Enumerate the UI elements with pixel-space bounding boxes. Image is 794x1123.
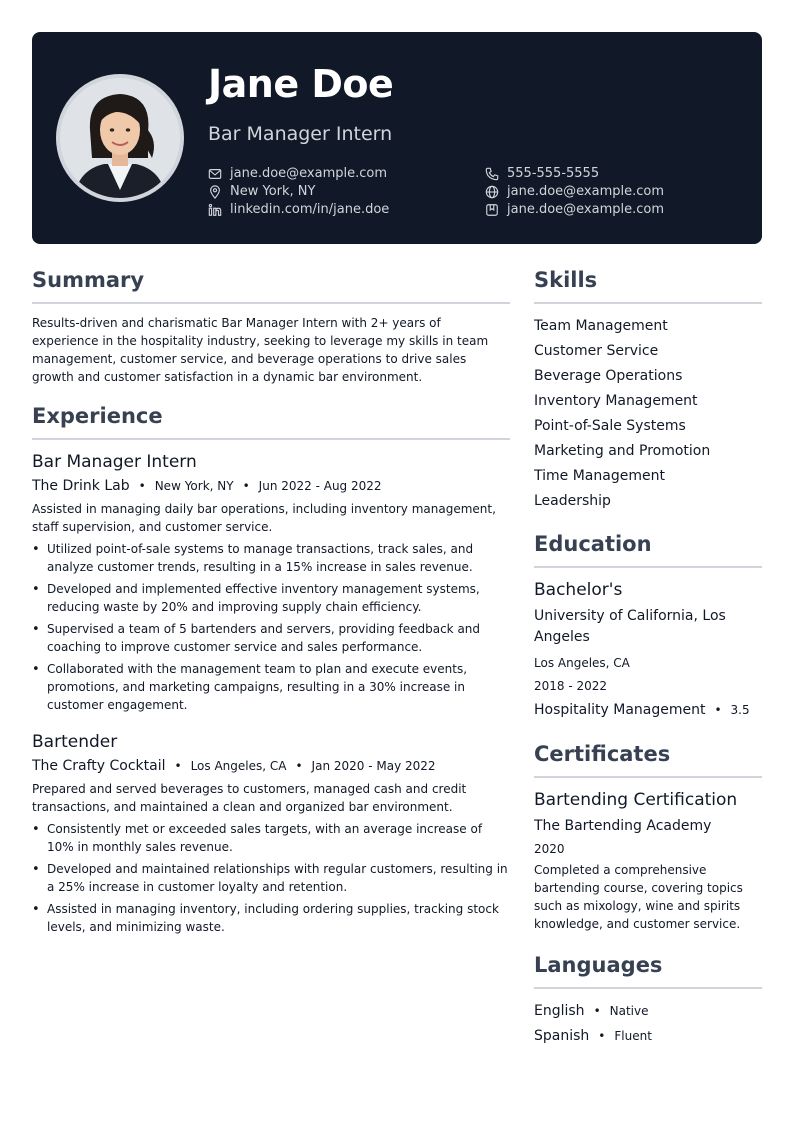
separator-dot: • [714,703,722,717]
job-bullet: • Consistently met or exceeded sales targets, with an average increase of 10% in monthly sales revenue. [32,820,510,856]
skills-section [534,268,762,514]
phone-icon [485,167,499,181]
job-title: Bartender [32,732,118,752]
job-meta [32,758,510,774]
job-bullets [32,820,510,936]
contact-email[interactable] [208,166,387,181]
profile-photo-illustration [60,78,180,198]
contact-linkedin[interactable] [208,202,389,217]
job-dates: Jan 2020 - May 2022 [311,759,436,773]
job-company: The Drink Lab [32,478,130,494]
job-bullet: • Utilized point-of-sale systems to manage transactions, track sales, and analyze customer trends, resulting in a 15% increase in sales revenue. [32,540,510,576]
separator-dot: • [242,479,250,493]
certificates-heading: Certificates [534,742,762,778]
language-name: Spanish [534,1028,590,1044]
certificate-name: Bartending Certification [534,790,738,810]
language-item [534,999,762,1024]
skill-item: Marketing and Promotion [534,443,711,459]
separator-dot: • [138,479,146,493]
separator-dot: • [295,759,303,773]
candidate-name: Jane Doe [208,62,394,106]
location-pin-icon [208,185,222,199]
skill-item: Point-of-Sale Systems [534,418,686,434]
job-entry [32,732,510,936]
contact-phone-text: 555-555-5555 [507,166,600,181]
job-location: Los Angeles, CA [190,759,287,773]
skills-heading: Skills [534,268,762,304]
languages-heading: Languages [534,953,762,989]
experience-heading: Experience [32,404,510,440]
summary-heading: Summary [32,268,510,304]
education-gpa: 3.5 [730,703,750,717]
job-bullet: • Developed and implemented effective inventory management systems, reducing waste by 20% and improving supply chain efficiency. [32,580,510,616]
linkedin-icon [208,203,222,217]
skill-item: Beverage Operations [534,368,683,384]
globe-icon [485,185,499,199]
skill-item: Inventory Management [534,393,698,409]
skill-item: Customer Service [534,343,659,359]
contact-other[interactable] [485,202,664,217]
separator-dot: • [598,1029,606,1043]
education-field: Hospitality Management [534,702,706,718]
separator-dot: • [593,1004,601,1018]
job-entry [32,452,510,714]
separator-dot: • [174,759,182,773]
education-dates: 2018 - 2022 [534,679,608,693]
job-description: Prepared and served beverages to customers, managed cash and credit transactions, and maintained a clean and organized bar environment. [32,782,467,814]
job-bullet: • Assisted in managing inventory, including ordering supplies, tracking stock levels, and minimizing waste. [32,900,510,936]
contact-website[interactable] [485,184,664,199]
summary-section [32,268,510,386]
language-name: English [534,1003,585,1019]
job-bullet: • Collaborated with the management team to plan and execute events, promotions, and marketing campaigns, resulting in a 30% increase in customer engagement. [32,660,510,714]
contact-location-text: New York, NY [230,184,316,199]
bookmark-icon [485,203,499,217]
resume-header [32,32,762,244]
contact-location [208,184,315,199]
contact-other-text: jane.doe@example.com [507,202,665,217]
mail-icon [208,167,222,181]
skill-item: Team Management [534,318,668,334]
language-item [534,1024,762,1049]
job-meta [32,478,510,494]
education-section [534,532,762,722]
certificates-section [534,742,762,933]
side-column [534,268,762,1049]
profile-photo [56,74,184,202]
language-level: Fluent [614,1029,652,1043]
certificate-description: Completed a comprehensive bartending course, covering topics such as mixology, wine and spirits knowledge, and customer service. [534,863,743,931]
summary-text: Results-driven and charismatic Bar Manager Intern with 2+ years of experience in the hospitality industry, seeking to leverage my skills in team management, customer service, and beverage operations to drive sales growth and customer satisfaction in a dynamic bar environment. [32,316,489,384]
job-location: New York, NY [154,479,234,493]
job-bullet: • Developed and maintained relationships with regular customers, resulting in a 25% increase in customer loyalty and retention. [32,860,510,896]
job-bullet: • Supervised a team of 5 bartenders and servers, providing feedback and coaching to improve customer service and sales performance. [32,620,510,656]
job-bullets [32,540,510,714]
skill-item: Time Management [534,468,665,484]
certificate-org: The Bartending Academy [534,818,712,834]
education-location: Los Angeles, CA [534,656,630,670]
language-level: Native [609,1004,649,1018]
contact-email-text: jane.doe@example.com [230,166,388,181]
job-dates: Jun 2022 - Aug 2022 [258,479,382,493]
contact-phone[interactable] [485,166,599,181]
job-company: The Crafty Cocktail [32,758,166,774]
certificate-year: 2020 [534,842,565,856]
education-field-row [534,698,762,722]
main-column [32,268,510,940]
skill-item: Leadership [534,493,611,509]
job-description: Assisted in managing daily bar operations, including inventory management, staff supervision, and customer service. [32,502,496,534]
contact-website-text: jane.doe@example.com [507,184,665,199]
contact-linkedin-text: linkedin.com/in/jane.doe [230,202,390,217]
languages-section [534,953,762,1049]
job-title: Bar Manager Intern [32,452,197,472]
experience-section [32,404,510,936]
education-degree: Bachelor's [534,580,623,600]
education-heading: Education [534,532,762,568]
education-school: University of California, Los Angeles [534,608,726,645]
candidate-title: Bar Manager Intern [208,123,393,145]
